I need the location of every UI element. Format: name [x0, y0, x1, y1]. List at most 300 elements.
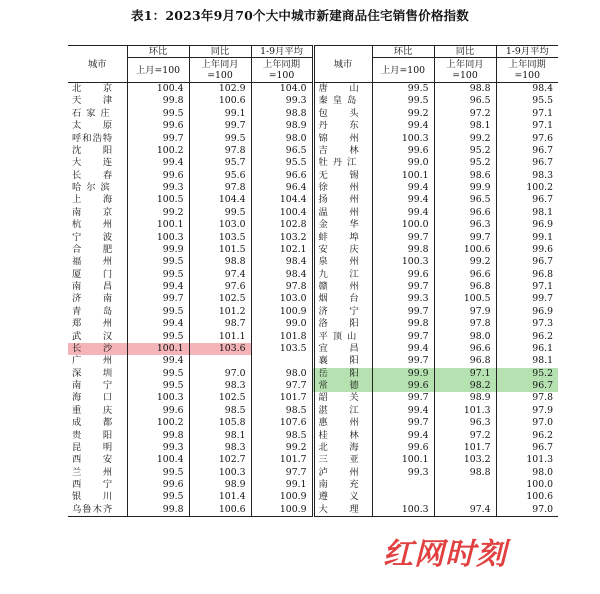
index-cell	[434, 479, 496, 491]
price-index-table	[68, 45, 558, 517]
table-row	[68, 232, 558, 244]
city-cell: 武 汉	[72, 330, 114, 342]
index-cell: 107.6	[251, 417, 313, 429]
table-row	[68, 83, 558, 96]
index-cell: 99.1	[496, 232, 558, 244]
city-cell: 济 宁	[313, 306, 372, 318]
index-cell: 98.2	[434, 380, 496, 392]
index-cell: 96.7	[496, 145, 558, 157]
index-cell: 99.2	[251, 442, 313, 454]
city-cell: 厦 门	[72, 268, 114, 280]
index-cell: 97.8	[189, 182, 251, 194]
table-title: 表1：2023年9月70个大中城市新建商品住宅销售价格指数	[131, 8, 469, 23]
index-cell: 101.4	[189, 491, 251, 503]
index-cell: 100.0	[496, 479, 558, 491]
city-cell: 宁 波	[72, 231, 114, 243]
index-cell: 99.4	[372, 120, 434, 132]
city-cell: 桂 林	[313, 430, 372, 442]
table-row	[68, 343, 558, 355]
index-cell: 97.6	[189, 281, 251, 293]
header-yoy-base-left: 上年同月=100	[189, 58, 251, 83]
index-cell: 98.0	[496, 467, 558, 479]
index-cell: 98.0	[251, 133, 313, 145]
index-cell: 98.0	[434, 331, 496, 343]
index-cell: 100.1	[372, 170, 434, 182]
header-ytd-base-right: 上年同期=100	[496, 58, 558, 83]
table-row	[68, 355, 558, 367]
table-row	[68, 194, 558, 206]
header-mom-left: 环比	[127, 46, 189, 58]
index-cell: 100.6	[434, 244, 496, 256]
index-cell: 100.3	[127, 392, 189, 404]
city-cell: 惠 州	[313, 417, 372, 429]
index-cell: 100.6	[496, 491, 558, 503]
header-ytd-right: 1-9月平均	[496, 46, 558, 58]
city-cell: 北 京	[72, 83, 114, 94]
index-cell: 99.4	[372, 343, 434, 355]
index-cell: 99.7	[127, 133, 189, 145]
index-cell: 97.3	[496, 318, 558, 330]
index-cell: 96.9	[496, 219, 558, 231]
city-cell: 秦 皇 岛	[313, 95, 372, 107]
table-row	[68, 331, 558, 343]
index-cell: 97.1	[496, 108, 558, 120]
index-cell: 100.0	[372, 219, 434, 231]
index-cell: 100.2	[127, 145, 189, 157]
index-cell: 99.7	[189, 120, 251, 132]
index-cell: 101.7	[251, 392, 313, 404]
index-cell: 97.2	[434, 430, 496, 442]
city-cell: 呼和浩特	[72, 132, 114, 144]
index-cell	[372, 491, 434, 503]
table-row	[68, 170, 558, 182]
index-cell: 99.5	[127, 306, 189, 318]
table-row	[68, 145, 558, 157]
index-cell: 101.1	[189, 331, 251, 343]
index-cell: 97.8	[251, 281, 313, 293]
city-cell: 南 充	[313, 479, 372, 491]
index-cell: 102.5	[189, 392, 251, 404]
index-cell: 98.1	[189, 430, 251, 442]
city-cell: 南 昌	[72, 281, 114, 292]
city-cell: 乌鲁木齐	[68, 504, 127, 517]
table-row	[68, 454, 558, 466]
index-cell: 99.6	[372, 380, 434, 392]
table-row	[68, 306, 558, 318]
city-cell: 成 都	[72, 417, 114, 429]
index-cell: 97.0	[189, 368, 251, 380]
table-row	[68, 182, 558, 194]
index-cell: 97.0	[496, 417, 558, 429]
index-cell: 96.8	[434, 281, 496, 293]
index-cell	[434, 491, 496, 503]
city-cell: 蚌 埠	[313, 232, 372, 244]
index-cell: 99.6	[127, 170, 189, 182]
index-cell: 100.2	[496, 182, 558, 194]
index-cell: 99.6	[127, 405, 189, 417]
city-cell: 长 沙	[68, 343, 127, 355]
table-row	[68, 219, 558, 231]
city-cell: 广 州	[72, 355, 114, 367]
index-cell: 98.1	[496, 207, 558, 219]
index-cell: 99.6	[372, 145, 434, 157]
index-cell: 99.4	[127, 157, 189, 169]
index-cell: 99.9	[127, 244, 189, 256]
city-cell: 常 德	[313, 380, 372, 392]
index-cell: 102.1	[251, 244, 313, 256]
city-cell: 烟 台	[313, 293, 372, 305]
index-cell: 98.3	[189, 442, 251, 454]
city-cell: 兰 州	[72, 466, 114, 478]
city-cell: 南 宁	[72, 380, 114, 391]
index-cell: 97.7	[251, 467, 313, 479]
city-cell: 宜 昌	[313, 343, 372, 355]
index-cell: 99.4	[127, 281, 189, 293]
index-cell: 99.5	[127, 331, 189, 343]
index-cell: 99.7	[372, 355, 434, 367]
index-cell: 99.5	[127, 380, 189, 392]
index-cell: 96.3	[434, 219, 496, 231]
city-cell: 吉 林	[313, 145, 372, 157]
index-cell: 97.8	[496, 392, 558, 404]
index-cell: 98.4	[496, 83, 558, 96]
header-mom-base-left: 上月=100	[127, 58, 189, 83]
index-cell: 99.2	[372, 108, 434, 120]
header-yoy-base-right: 上年同月=100	[434, 58, 496, 83]
table-row	[68, 491, 558, 503]
index-cell: 96.7	[496, 256, 558, 268]
index-cell: 96.6	[434, 343, 496, 355]
index-cell: 98.6	[434, 170, 496, 182]
index-cell: 100.6	[189, 95, 251, 107]
index-cell: 103.0	[251, 293, 313, 305]
index-cell	[251, 355, 313, 367]
index-cell: 99.7	[372, 281, 434, 293]
index-cell: 98.3	[496, 170, 558, 182]
index-cell: 100.3	[372, 504, 434, 517]
watermark-logo	[360, 534, 530, 572]
table-row	[68, 207, 558, 219]
city-cell: 长 春	[72, 169, 114, 181]
index-cell: 99.6	[372, 442, 434, 454]
index-cell: 99.4	[127, 355, 189, 367]
city-cell: 石 家 庄	[72, 107, 111, 119]
index-cell: 96.2	[496, 331, 558, 343]
table-row	[68, 133, 558, 145]
index-cell: 99.5	[127, 467, 189, 479]
city-cell: 太 原	[72, 120, 114, 132]
city-cell: 西 安	[72, 454, 114, 466]
index-cell: 95.2	[496, 368, 558, 380]
city-cell: 济 南	[72, 293, 114, 305]
table-row	[68, 442, 558, 454]
index-cell: 98.7	[189, 318, 251, 330]
watermark-text: 红网时刻	[383, 537, 507, 572]
index-cell: 96.6	[251, 170, 313, 182]
city-cell: 杭 州	[72, 219, 114, 231]
city-cell: 岳 阳	[313, 368, 372, 380]
index-cell: 99.1	[251, 479, 313, 491]
index-cell: 99.6	[496, 244, 558, 256]
table-row	[68, 318, 558, 330]
index-cell: 99.8	[127, 504, 189, 517]
index-cell: 102.7	[189, 454, 251, 466]
index-cell: 104.4	[251, 194, 313, 206]
index-cell: 96.4	[251, 182, 313, 194]
index-cell: 99.4	[372, 405, 434, 417]
header-yoy-left: 同比	[189, 46, 251, 58]
index-cell: 97.4	[189, 269, 251, 281]
index-cell: 103.5	[189, 232, 251, 244]
index-cell: 99.5	[127, 108, 189, 120]
index-cell: 99.2	[127, 207, 189, 219]
index-cell: 96.7	[496, 157, 558, 169]
header-yoy-right: 同比	[434, 46, 496, 58]
index-cell: 98.9	[251, 120, 313, 132]
index-cell: 96.8	[434, 355, 496, 367]
city-cell: 遵 义	[313, 491, 372, 503]
city-cell: 大 理	[313, 504, 372, 517]
index-cell: 99.2	[434, 256, 496, 268]
index-cell: 99.3	[127, 442, 189, 454]
index-cell: 101.8	[251, 331, 313, 343]
index-cell: 99.8	[127, 95, 189, 107]
index-cell: 99.3	[251, 95, 313, 107]
index-cell: 96.5	[434, 194, 496, 206]
index-cell: 97.6	[496, 133, 558, 145]
index-cell: 103.6	[189, 343, 251, 355]
header-mom-right: 环比	[372, 46, 434, 58]
index-cell: 99.7	[372, 331, 434, 343]
city-cell: 洛 阳	[313, 318, 372, 330]
index-cell: 96.6	[434, 269, 496, 281]
header-mom-base-right: 上月=100	[372, 58, 434, 83]
table-row	[68, 95, 558, 107]
index-cell: 104.4	[189, 194, 251, 206]
index-cell: 99.5	[189, 207, 251, 219]
city-cell: 无 锡	[313, 170, 372, 182]
city-cell: 哈 尔 滨	[72, 182, 111, 193]
city-cell: 泉 州	[313, 256, 372, 268]
index-cell: 96.9	[496, 306, 558, 318]
index-cell: 100.3	[372, 256, 434, 268]
index-cell: 100.3	[372, 133, 434, 145]
index-cell: 99.8	[372, 244, 434, 256]
index-cell: 99.6	[372, 269, 434, 281]
index-cell: 96.7	[496, 380, 558, 392]
index-cell: 98.8	[434, 467, 496, 479]
city-cell: 金 华	[313, 219, 372, 231]
city-cell: 北 海	[313, 442, 372, 454]
table-row	[68, 244, 558, 256]
table-row	[68, 269, 558, 281]
index-cell: 97.1	[496, 281, 558, 293]
city-cell: 泸 州	[313, 467, 372, 479]
index-cell: 99.7	[127, 293, 189, 305]
city-cell: 丹 东	[313, 120, 372, 132]
index-cell: 95.5	[496, 95, 558, 107]
index-cell: 99.2	[434, 133, 496, 145]
index-cell: 96.1	[496, 343, 558, 355]
index-cell: 97.7	[251, 380, 313, 392]
index-cell: 99.5	[189, 133, 251, 145]
index-cell: 99.4	[372, 430, 434, 442]
header-city-right: 城市	[313, 46, 372, 83]
index-cell: 99.7	[372, 232, 434, 244]
index-cell: 95.7	[189, 157, 251, 169]
index-cell: 100.9	[251, 491, 313, 503]
index-cell: 95.5	[251, 157, 313, 169]
city-cell: 赣 州	[313, 281, 372, 293]
city-cell: 锦 州	[313, 133, 372, 145]
index-cell: 99.9	[434, 182, 496, 194]
table-row	[68, 281, 558, 293]
index-cell: 100.3	[127, 232, 189, 244]
city-cell: 贵 阳	[72, 429, 114, 441]
table-row	[68, 293, 558, 305]
index-cell: 96.2	[496, 430, 558, 442]
city-cell: 西 宁	[72, 479, 114, 490]
city-cell: 合 肥	[72, 243, 114, 255]
city-cell: 扬 州	[313, 194, 372, 206]
index-cell: 99.8	[127, 430, 189, 442]
index-cell: 99.6	[127, 479, 189, 491]
index-cell: 102.5	[189, 293, 251, 305]
index-cell: 95.6	[189, 170, 251, 182]
index-cell: 96.5	[434, 95, 496, 107]
index-cell: 98.1	[496, 355, 558, 367]
index-cell: 100.1	[372, 454, 434, 466]
index-cell: 98.8	[251, 108, 313, 120]
index-cell: 99.3	[372, 293, 434, 305]
index-cell: 102.9	[189, 83, 251, 96]
table-row	[68, 430, 558, 442]
index-cell: 99.4	[372, 194, 434, 206]
index-cell: 98.8	[189, 256, 251, 268]
index-cell: 102.8	[251, 219, 313, 231]
city-cell: 上 海	[72, 194, 114, 206]
city-cell: 九 江	[313, 269, 372, 281]
index-cell: 100.2	[127, 417, 189, 429]
index-cell: 99.9	[372, 368, 434, 380]
index-cell: 99.3	[372, 467, 434, 479]
city-cell: 襄 阳	[313, 355, 372, 367]
index-cell: 100.4	[251, 207, 313, 219]
index-cell: 105.8	[189, 417, 251, 429]
index-cell	[189, 355, 251, 367]
index-cell: 99.4	[127, 318, 189, 330]
index-cell: 99.4	[372, 207, 434, 219]
table-row	[68, 108, 558, 120]
index-cell: 100.3	[189, 467, 251, 479]
index-cell: 96.5	[251, 145, 313, 157]
index-cell: 97.9	[496, 405, 558, 417]
index-cell: 97.8	[434, 318, 496, 330]
index-cell: 99.5	[127, 368, 189, 380]
city-cell: 唐 山	[313, 83, 372, 96]
table-row	[68, 479, 558, 491]
index-cell: 99.7	[434, 232, 496, 244]
index-cell: 98.4	[251, 269, 313, 281]
index-cell: 99.4	[372, 182, 434, 194]
city-cell: 深 圳	[72, 367, 114, 379]
index-cell: 101.5	[189, 244, 251, 256]
index-cell: 96.3	[434, 417, 496, 429]
city-cell: 温 州	[313, 207, 372, 219]
index-cell: 97.2	[434, 108, 496, 120]
city-cell: 沈 阳	[72, 144, 114, 156]
index-cell: 97.1	[434, 368, 496, 380]
city-cell: 湛 江	[313, 405, 372, 417]
index-cell: 98.9	[189, 479, 251, 491]
city-cell: 南 京	[72, 206, 114, 218]
index-cell: 98.3	[189, 380, 251, 392]
city-cell: 韶 关	[313, 392, 372, 404]
index-cell: 100.6	[189, 504, 251, 517]
index-cell: 99.3	[127, 182, 189, 194]
index-cell: 96.8	[496, 269, 558, 281]
city-cell: 大 连	[72, 157, 114, 169]
index-cell: 97.9	[434, 306, 496, 318]
header-ytd-base-left: 上年同期=100	[251, 58, 313, 83]
index-cell: 97.8	[189, 145, 251, 157]
index-cell: 100.5	[127, 194, 189, 206]
city-cell: 银 川	[72, 491, 114, 503]
city-cell: 青 岛	[72, 305, 114, 317]
index-cell: 101.7	[434, 442, 496, 454]
city-cell: 牡 丹 江	[313, 157, 372, 169]
index-cell: 99.0	[251, 318, 313, 330]
index-cell: 97.1	[496, 120, 558, 132]
city-cell: 安 庆	[313, 244, 372, 256]
table-row	[68, 256, 558, 268]
index-cell: 103.2	[251, 232, 313, 244]
index-cell: 100.4	[127, 83, 189, 96]
index-cell: 103.0	[189, 219, 251, 231]
index-cell: 99.7	[372, 417, 434, 429]
index-cell: 101.7	[251, 454, 313, 466]
city-cell: 福 州	[72, 256, 114, 268]
table-row	[68, 120, 558, 132]
index-cell: 100.1	[127, 343, 189, 355]
index-cell: 99.5	[127, 256, 189, 268]
index-cell: 95.2	[434, 145, 496, 157]
index-cell: 98.5	[251, 405, 313, 417]
index-cell: 98.9	[434, 392, 496, 404]
index-cell: 99.8	[372, 318, 434, 330]
index-cell: 98.5	[251, 430, 313, 442]
header-city-left: 城市	[68, 46, 127, 83]
city-cell: 重 庆	[72, 404, 114, 416]
index-cell: 99.0	[372, 157, 434, 169]
index-cell: 104.0	[251, 83, 313, 96]
index-cell: 99.6	[127, 120, 189, 132]
table-body	[68, 83, 558, 517]
index-cell: 103.2	[434, 454, 496, 466]
index-cell: 98.1	[434, 120, 496, 132]
index-cell: 100.9	[251, 504, 313, 517]
index-cell: 96.6	[434, 207, 496, 219]
table-row	[68, 157, 558, 169]
index-cell: 99.5	[127, 269, 189, 281]
index-cell: 100.4	[127, 454, 189, 466]
index-cell: 95.2	[434, 157, 496, 169]
index-cell: 99.5	[372, 95, 434, 107]
index-cell: 98.8	[434, 83, 496, 96]
index-cell: 99.7	[496, 293, 558, 305]
index-cell: 101.2	[189, 306, 251, 318]
index-cell: 98.4	[251, 256, 313, 268]
